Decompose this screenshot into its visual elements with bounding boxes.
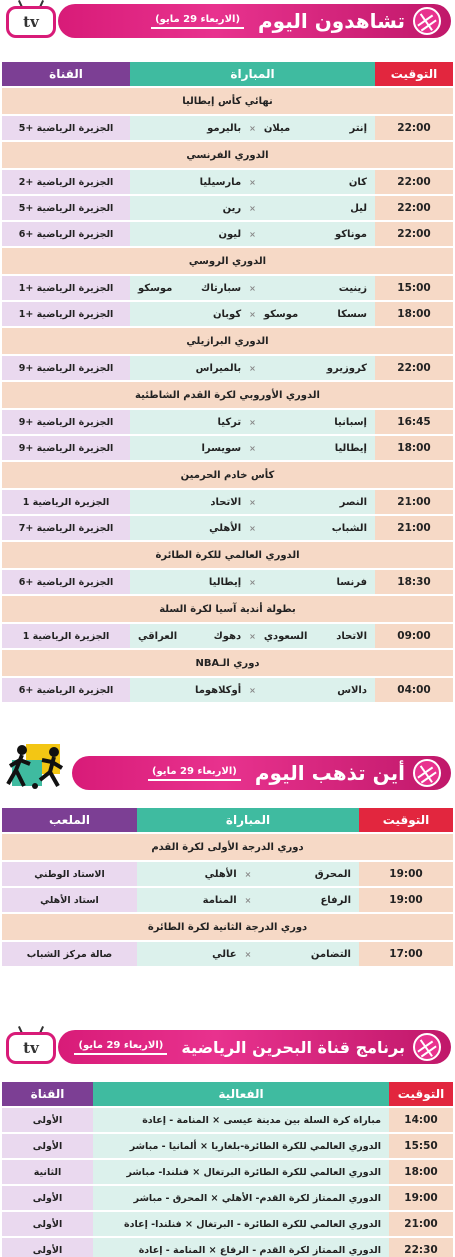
league-name: الدوري البرازيلي: [2, 328, 453, 354]
table-row: [2, 1238, 453, 1257]
table-row: [2, 436, 453, 460]
match-time: 09:00: [375, 624, 453, 648]
match-time: 22:00: [375, 196, 453, 220]
league-row: [2, 596, 453, 622]
program-time: 18:00: [389, 1160, 453, 1184]
match-channel: الجزيرة الرياضية 1: [2, 624, 130, 648]
home-team: الشباب: [331, 522, 367, 534]
home-team: دالاس: [337, 684, 367, 696]
versus-separator: ×: [249, 363, 256, 373]
away-team: سبارتاك موسكو: [137, 282, 242, 294]
match-venue: صالة مركز الشباب: [2, 942, 137, 966]
tv-icon: [4, 1026, 58, 1066]
match-teams: [130, 436, 375, 460]
away-team: تركيا: [217, 416, 242, 428]
col-channel: القناة: [2, 62, 130, 86]
match-time: 22:00: [375, 356, 453, 380]
home-team: الاتحاد السعودي: [263, 630, 367, 642]
versus-separator: ×: [249, 177, 256, 187]
match-teams: [130, 356, 375, 380]
program-channel: الأولى: [2, 1134, 93, 1158]
col-time: التوقيت: [375, 62, 453, 86]
away-team: إيطاليا: [208, 576, 242, 588]
table-row: [2, 888, 453, 912]
home-team: إسبانيا: [334, 416, 367, 428]
away-team: رين: [222, 202, 242, 214]
table-row: [2, 678, 453, 702]
versus-separator: ×: [249, 523, 256, 533]
match-channel: الجزيرة الرياضية +1: [2, 276, 130, 300]
league-row: [2, 328, 453, 354]
basketball-icon: [413, 759, 441, 787]
section3-title-bar: [58, 1030, 451, 1064]
table-row: [2, 1108, 453, 1132]
away-team: الاتحاد: [210, 496, 242, 508]
match-teams: [130, 410, 375, 434]
table-row: [2, 116, 453, 140]
tv-label: tv: [6, 1032, 56, 1064]
basketball-icon: [413, 1033, 441, 1061]
table-row: [2, 862, 453, 886]
match-teams: [130, 276, 375, 300]
col-venue: الملعب: [2, 808, 137, 832]
match-channel: الجزيرة الرياضية +6: [2, 222, 130, 246]
table-row: [2, 410, 453, 434]
table-row: [2, 942, 453, 966]
versus-separator: ×: [249, 123, 256, 133]
match-teams: [130, 570, 375, 594]
match-teams: [130, 302, 375, 326]
football-players-icon: [2, 740, 72, 796]
table-row: [2, 356, 453, 380]
league-name: دوري الدرجة الثانية لكرة الطائرة: [2, 914, 453, 940]
section1-date: (الاربعاء 29 مايو): [151, 14, 244, 29]
match-teams: [130, 222, 375, 246]
versus-separator: ×: [249, 229, 256, 239]
versus-separator: ×: [244, 949, 252, 959]
table-row: [2, 516, 453, 540]
away-team: أوكلاهوما: [194, 684, 242, 696]
league-name: الدوري الأوروبي لكرة القدم الشاطئية: [2, 382, 453, 408]
home-team: المحرق: [314, 868, 351, 880]
section1-title-bar: [58, 4, 451, 38]
match-time: 19:00: [359, 862, 453, 886]
versus-separator: ×: [244, 869, 252, 879]
tv-label: tv: [6, 6, 56, 38]
league-name: دوري الـNBA: [2, 650, 453, 676]
table-row: [2, 276, 453, 300]
versus-separator: ×: [249, 577, 256, 587]
program-event: الدوري الممتاز لكرة القدم- الأهلي × المحرق - مباشر: [93, 1186, 389, 1210]
match-teams: [137, 942, 359, 966]
section3-table: [2, 1080, 453, 1257]
league-row: [2, 248, 453, 274]
match-channel: الجزيرة الرياضية +6: [2, 570, 130, 594]
league-row: [2, 834, 453, 860]
col-match: المباراة: [130, 62, 375, 86]
match-channel: الجزيرة الرياضية +6: [2, 678, 130, 702]
match-channel: الجزيرة الرياضية +5: [2, 196, 130, 220]
match-channel: الجزيرة الرياضية +9: [2, 356, 130, 380]
table-row: [2, 302, 453, 326]
table-row: [2, 1186, 453, 1210]
program-channel: الأولى: [2, 1238, 93, 1257]
home-team: النصر: [339, 496, 367, 508]
match-time: 21:00: [375, 516, 453, 540]
table-row: [2, 490, 453, 514]
section1-header: [0, 0, 455, 40]
match-channel: الجزيرة الرياضية +2: [2, 170, 130, 194]
versus-separator: ×: [249, 309, 256, 319]
program-time: 14:00: [389, 1108, 453, 1132]
match-teams: [130, 516, 375, 540]
match-channel: الجزيرة الرياضية +1: [2, 302, 130, 326]
table-row: [2, 570, 453, 594]
section3-header: [0, 1026, 455, 1066]
match-time: 16:45: [375, 410, 453, 434]
program-event: الدوري العالمي للكرة الطائرة-بلغاريا × ألمانيا - مباشر: [93, 1134, 389, 1158]
table-row: [2, 222, 453, 246]
match-teams: [130, 624, 375, 648]
versus-separator: ×: [249, 685, 256, 695]
away-team: مارسيليا: [199, 176, 242, 188]
program-event: الدوري العالمي للكرة الطائرة - البرتغال × فنلندا- إعادة: [93, 1212, 389, 1236]
away-team: كوبان: [213, 308, 242, 320]
table-row: [2, 1134, 453, 1158]
program-time: 21:00: [389, 1212, 453, 1236]
section1-title: تشاهدون اليوم: [258, 9, 405, 33]
away-team: بالميراس: [195, 362, 242, 374]
match-teams: [130, 490, 375, 514]
section2-table: [2, 806, 453, 968]
league-name: كأس خادم الحرمين: [2, 462, 453, 488]
league-row: [2, 88, 453, 114]
league-row: [2, 542, 453, 568]
home-team: إنتر ميلان: [263, 122, 367, 134]
table-row: [2, 1160, 453, 1184]
match-venue: استاد الأهلي: [2, 888, 137, 912]
match-time: 18:00: [375, 302, 453, 326]
away-team: دهوك العراقي: [137, 630, 242, 642]
program-time: 19:00: [389, 1186, 453, 1210]
home-team: التضامن: [310, 948, 351, 960]
program-channel: الأولى: [2, 1186, 93, 1210]
program-time: 22:30: [389, 1238, 453, 1257]
match-time: 17:00: [359, 942, 453, 966]
home-team: فرنسا: [336, 576, 367, 588]
league-name: بطولة أندية آسيا لكرة السلة: [2, 596, 453, 622]
section1-table: [2, 60, 453, 704]
match-teams: [130, 116, 375, 140]
program-channel: الأولى: [2, 1108, 93, 1132]
col-time: التوقيت: [359, 808, 453, 832]
section3-title: برنامج قناة البحرين الرياضية: [181, 1037, 405, 1057]
away-team: الأهلي: [209, 522, 242, 534]
away-team: الأهلي: [204, 868, 237, 880]
versus-separator: ×: [249, 443, 256, 453]
match-channel: الجزيرة الرياضية +9: [2, 410, 130, 434]
match-time: 22:00: [375, 170, 453, 194]
table-row: [2, 170, 453, 194]
versus-separator: ×: [249, 497, 256, 507]
home-team: ليل: [350, 202, 367, 214]
match-time: 22:00: [375, 222, 453, 246]
away-team: ليون: [218, 228, 242, 240]
match-time: 22:00: [375, 116, 453, 140]
league-name: دوري الدرجة الأولى لكرة القدم: [2, 834, 453, 860]
basketball-icon: [413, 7, 441, 35]
away-team: عالي: [212, 948, 237, 960]
col-channel: القناة: [2, 1082, 93, 1106]
match-time: 19:00: [359, 888, 453, 912]
program-time: 15:50: [389, 1134, 453, 1158]
league-row: [2, 914, 453, 940]
home-team: الرفاع: [320, 894, 351, 906]
match-time: 18:30: [375, 570, 453, 594]
versus-separator: ×: [249, 631, 256, 641]
league-name: الدوري الروسي: [2, 248, 453, 274]
match-teams: [137, 888, 359, 912]
home-team: سسكا موسكو: [263, 308, 367, 320]
program-event: مباراة كرة السلة بين مدينة عيسى × المنامة - إعادة: [93, 1108, 389, 1132]
tv-icon: [4, 0, 58, 40]
table-row: [2, 196, 453, 220]
league-name: الدوري العالمي للكرة الطائرة: [2, 542, 453, 568]
section2-date: (الاربعاء 29 مايو): [148, 766, 241, 781]
league-row: [2, 142, 453, 168]
col-match: المباراة: [137, 808, 359, 832]
table-row: [2, 624, 453, 648]
match-time: 04:00: [375, 678, 453, 702]
away-team: باليرمو: [207, 122, 242, 134]
match-venue: الاستاد الوطني: [2, 862, 137, 886]
versus-separator: ×: [249, 203, 256, 213]
match-teams: [130, 678, 375, 702]
section2-header: [0, 752, 455, 792]
col-event: الفعالية: [93, 1082, 389, 1106]
home-team: كان: [348, 176, 367, 188]
col-time: التوقيت: [389, 1082, 453, 1106]
match-teams: [130, 196, 375, 220]
league-row: [2, 462, 453, 488]
home-team: كروزيرو: [326, 362, 367, 374]
home-team: إيطاليا: [334, 442, 367, 454]
match-time: 18:00: [375, 436, 453, 460]
section2-title-bar: [72, 756, 451, 790]
section2-title: أين تذهب اليوم: [254, 761, 405, 785]
program-channel: الأولى: [2, 1212, 93, 1236]
match-channel: الجزيرة الرياضية +9: [2, 436, 130, 460]
match-channel: الجزيرة الرياضية 1: [2, 490, 130, 514]
away-team: سويسرا: [201, 442, 242, 454]
match-time: 15:00: [375, 276, 453, 300]
program-event: الدوري العالمي للكرة الطائرة البرتغال × فنلندا- مباشر: [93, 1160, 389, 1184]
league-row: [2, 382, 453, 408]
league-row: [2, 650, 453, 676]
home-team: زينيت: [338, 282, 367, 294]
program-channel: الثانية: [2, 1160, 93, 1184]
match-channel: الجزيرة الرياضية +7: [2, 516, 130, 540]
match-channel: الجزيرة الرياضية +5: [2, 116, 130, 140]
program-event: الدوري الممتاز لكرة القدم - الرفاع × المنامة - إعادة: [93, 1238, 389, 1257]
versus-separator: ×: [244, 895, 252, 905]
league-name: الدوري الفرنسي: [2, 142, 453, 168]
section3-date: (الاربعاء 29 مايو): [74, 1040, 167, 1055]
home-team: موناكو: [334, 228, 367, 240]
league-name: نهائي كأس إيطاليا: [2, 88, 453, 114]
table-row: [2, 1212, 453, 1236]
match-teams: [130, 170, 375, 194]
match-time: 21:00: [375, 490, 453, 514]
away-team: المنامة: [202, 894, 237, 906]
versus-separator: ×: [249, 283, 256, 293]
versus-separator: ×: [249, 417, 256, 427]
match-teams: [137, 862, 359, 886]
